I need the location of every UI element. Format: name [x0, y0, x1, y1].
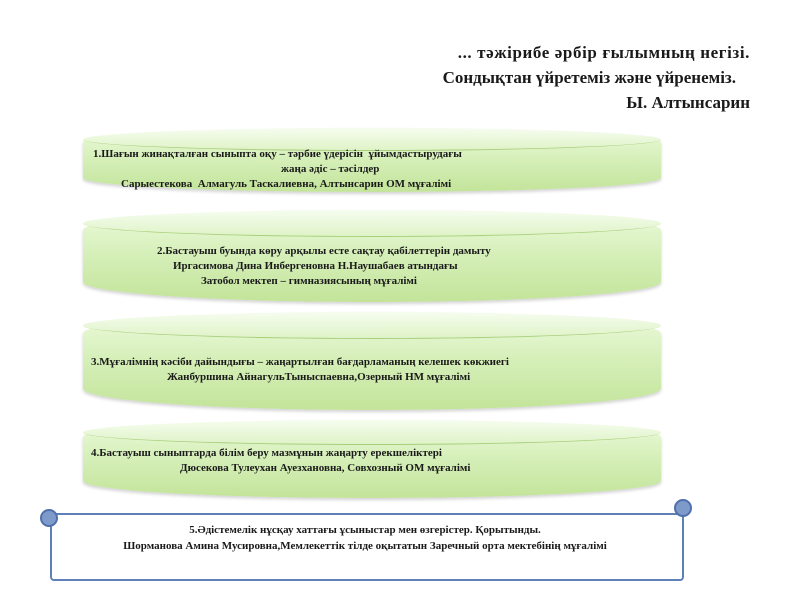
final-topic-author: Шорманова Амина Мусировна,Мемлекеттік тілде оқытатын Заречный орта мектебінің мұғалімі [123, 540, 607, 552]
topic-1-title: 1.Шағын жинақталған сыныпта оқу – тәрбие үдерісін ұйымдастырудағы [93, 148, 462, 160]
topic-text-1 [83, 147, 661, 192]
topic-text-2 [83, 244, 661, 289]
topic-2-school: Затобол мектеп – гимназиясының мұғалімі [201, 275, 417, 287]
topic-text-3 [83, 355, 661, 385]
cylinder-rim [83, 420, 661, 445]
topic-1-author: Сарыестекова Алмагуль Таскалиевна, Алтынсарин ОМ мұғалімі [121, 178, 452, 190]
quote-line-2: Сондықтан үйретеміз және үйренеміз. [442, 68, 736, 87]
final-topic-text [50, 522, 680, 554]
topic-text-4 [83, 446, 661, 476]
topic-3-author: Жанбуршина АйнагульТыныспаевна,Озерный НМ мұғалімі [167, 371, 471, 383]
epigraph-quote [300, 40, 750, 115]
topic-cylinder-2 [83, 210, 661, 302]
topic-cylinder-3 [83, 312, 661, 410]
topic-cylinder-4 [83, 420, 661, 498]
topic-4-author: Дюсекова Тулеухан Ауезхановна, Совхозный ОМ мұғалімі [180, 462, 471, 474]
cylinder-rim [83, 312, 661, 339]
topic-cylinder-1 [83, 128, 661, 192]
topic-2-author: Иргасимова Дина Инбергеновна Н.Наушабаев атындағы [173, 260, 458, 272]
topic-2-title: 2.Бастауыш буында көру арқылы есте сақтау қабілеттерін дамыту [157, 245, 491, 257]
topic-1-subtitle: жаңа әдіс – тәсілдер [281, 163, 380, 175]
quote-line-1: ... тәжірибе әрбір ғылымның негізі. [457, 43, 750, 62]
topic-4-title: 4.Бастауыш сыныптарда білім беру мазмұнын жаңарту ерекшеліктері [91, 447, 442, 459]
quote-author: Ы. Алтынсарин [626, 93, 750, 112]
scroll-curl-top-right-icon [674, 499, 692, 517]
cylinder-rim [83, 210, 661, 237]
final-topic-title: 5.Әдістемелік нұсқау хаттағы ұсыныстар мен өзгерістер. Қорытынды. [189, 524, 541, 536]
final-topic-scroll [40, 505, 690, 577]
topic-3-title: 3.Мұғалімнің кәсіби дайындығы – жаңартылған бағдарламаның келешек көкжиегі [91, 356, 509, 368]
